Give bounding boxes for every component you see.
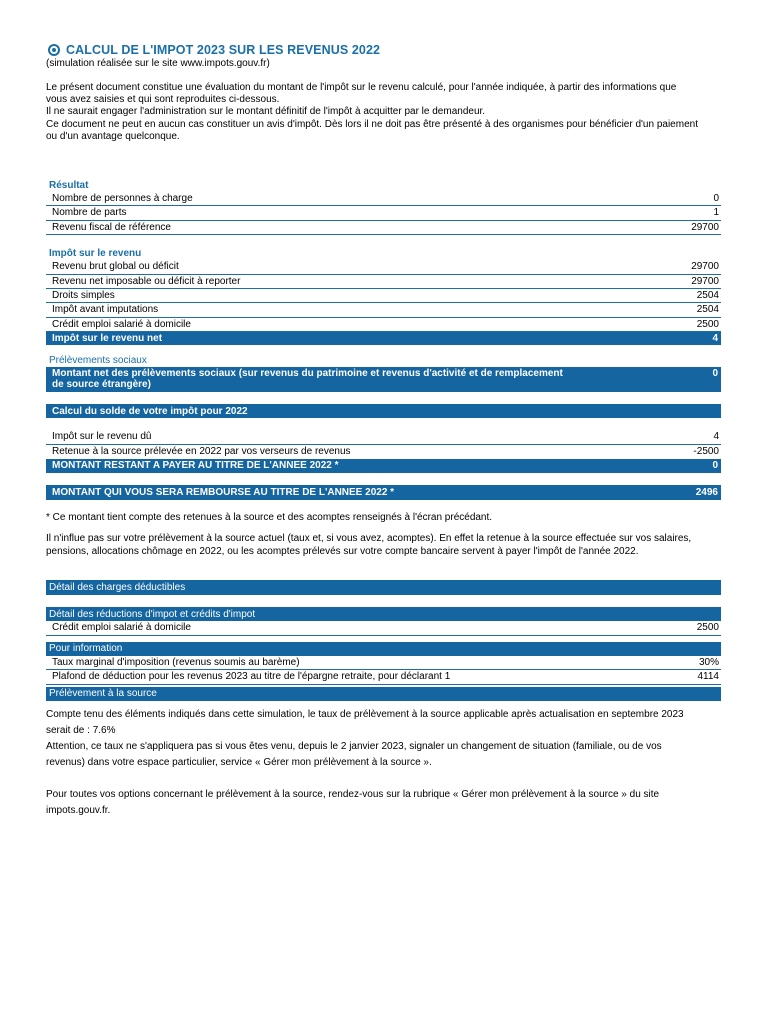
source-paragraph: [46, 707, 721, 819]
section-title: Calcul du solde de votre impôt pour 2022: [52, 405, 248, 417]
document-page: [46, 42, 721, 819]
row-label: Taux marginal d'imposition (revenus soumis au barème): [52, 656, 300, 668]
row-value: 29700: [691, 261, 719, 273]
influence-line: Il n'influe pas sur votre prélèvement à la source actuel (taux et, si vous avez, acomptes). En effet la retenue à la source effectuée sur vos salaires,: [46, 533, 692, 545]
prelevements-label: [52, 369, 563, 390]
row-label: Nombre de personnes à charge: [52, 193, 193, 205]
row-value: 2504: [696, 304, 719, 316]
row-label: Revenu fiscal de référence: [52, 221, 171, 233]
row-value: 29700: [691, 275, 719, 287]
section-title: Détail des réductions d'impot et crédits d'impot: [49, 608, 256, 620]
source-line: impots.gouv.fr.: [46, 804, 111, 816]
source-line: revenus) dans votre espace particulier, service « Gérer mon prélèvement à la source ».: [46, 756, 432, 768]
information-bar: [46, 642, 721, 656]
prelevements-line: de source étrangère): [52, 378, 151, 390]
table-row: [46, 206, 721, 220]
montant-rembourse-bar: [46, 485, 721, 500]
section-title: Détail des charges déductibles: [49, 582, 186, 594]
target-icon: [48, 44, 60, 56]
source-line: Attention, ce taux ne s'appliquera pas si vous êtes venu, depuis le 2 janvier 2023, signaler un changement de situation (familiale, ou de vos: [46, 740, 662, 752]
influence-note: [46, 533, 721, 558]
table-row: [46, 260, 721, 274]
row-value: 0: [713, 193, 719, 205]
row-label: Revenu net imposable ou déficit à reporter: [52, 275, 241, 287]
document-title: CALCUL DE L'IMPOT 2023 SUR LES REVENUS 2022: [66, 43, 381, 57]
section-title: Impôt sur le revenu: [49, 248, 142, 260]
table-row: [46, 621, 721, 635]
intro-text: [46, 82, 721, 143]
prelevements-line: Montant net des prélèvements sociaux (sur revenus du patrimoine et revenus d'activité et de remplacement: [52, 368, 563, 380]
row-value: 2500: [696, 318, 719, 330]
row-label: Impôt avant imputations: [52, 304, 159, 316]
table-row: [46, 318, 721, 332]
document-subtitle: (simulation réalisée sur le site www.impots.gouv.fr): [46, 58, 270, 69]
montant-rembourse-label: MONTANT QUI VOUS SERA REMBOURSE AU TITRE DE L'ANNEE 2022 *: [52, 486, 395, 498]
title-row: [46, 42, 721, 58]
section-title: Résultat: [49, 180, 89, 192]
source-line: serait de : 7.6%: [46, 724, 116, 736]
intro-line: Il ne saurait engager l'administration sur le montant définitif de l'impôt à acquitter par le demandeur.: [46, 106, 486, 118]
table-row: [46, 670, 721, 684]
montant-rembourse-value: 2496: [695, 486, 718, 498]
row-label: Revenu brut global ou déficit: [52, 261, 179, 273]
row-label: Impôt sur le revenu dû: [52, 431, 152, 443]
table-row: [46, 275, 721, 289]
prelevements-value: 0: [712, 368, 718, 380]
table-row: [46, 221, 721, 235]
row-value: 1: [713, 207, 719, 219]
row-label: Nombre de parts: [52, 207, 127, 219]
table-row: [46, 192, 721, 206]
row-label: Plafond de déduction pour les revenus 2023 au titre de l'épargne retraite, pour déclarant 1: [52, 671, 451, 683]
section-title: Prélèvements sociaux: [49, 355, 147, 367]
prelevements-bar: [46, 367, 721, 392]
section-title: Pour information: [49, 643, 123, 655]
row-label: Retenue à la source prélevée en 2022 par vos verseurs de revenus: [52, 445, 351, 457]
table-row: [46, 303, 721, 317]
row-value: 2504: [696, 289, 719, 301]
row-label: Droits simples: [52, 289, 115, 301]
table-row: [46, 445, 721, 459]
intro-line: vous avez saisies et qui sont reproduites ci-dessous.: [46, 94, 280, 106]
row-label: Crédit emploi salarié à domicile: [52, 622, 191, 634]
solde-title-bar: [46, 404, 721, 418]
row-value: -2500: [693, 445, 719, 457]
table-row: [46, 656, 721, 670]
intro-line: Le présent document constitue une évaluation du montant de l'impôt sur le revenu calculé, pour l'année indiquée, à partir des informations que: [46, 82, 677, 93]
solde-section: [46, 404, 721, 500]
row-value: 29700: [691, 221, 719, 233]
impot-section: [46, 248, 721, 345]
row-value: 4114: [697, 671, 719, 683]
reductions-bar: [46, 607, 721, 621]
row-value: 2500: [696, 622, 719, 634]
intro-line: Ce document ne peut en aucun cas constituer un avis d'impôt. Dès lors il ne doit pas être présenté à des organismes pour bénéficier d'un paiement: [46, 118, 698, 130]
source-bar: [46, 687, 721, 701]
resultat-section: [46, 180, 721, 235]
source-line: Pour toutes vos options concernant le prélèvement à la source, rendez-vous sur la rubrique « Gérer mon prélèvement à la source » du site: [46, 788, 660, 800]
source-line: Compte tenu des éléments indiqués dans cette simulation, le taux de prélèvement à la source applicable après actualisation en septembre 2023: [46, 708, 684, 720]
montant-restant-value: 0: [712, 460, 718, 472]
row-label: Crédit emploi salarié à domicile: [52, 318, 191, 330]
impot-net-bar: [46, 332, 721, 345]
table-row: [46, 430, 721, 444]
row-value: 30%: [698, 656, 719, 668]
impot-net-label: Impôt sur le revenu net: [52, 333, 163, 345]
section-title: Prélèvement à la source: [49, 688, 157, 700]
row-value: 4: [713, 431, 719, 443]
table-row: [46, 289, 721, 303]
charges-bar: [46, 580, 721, 595]
footnote: * Ce montant tient compte des retenues à la source et des acomptes renseignés à l'écran précédant.: [46, 511, 493, 523]
prelevements-section: [46, 355, 721, 392]
impot-net-value: 4: [712, 333, 718, 345]
intro-line: ou d'un avantage quelconque.: [46, 130, 180, 142]
montant-restant-bar: [46, 459, 721, 473]
influence-line: pensions, allocations chômage en 2022, ou les acomptes prélevés sur votre compte bancaire servent à payer l'impôt de l'année 2022.: [46, 545, 639, 557]
montant-restant-label: MONTANT RESTANT A PAYER AU TITRE DE L'ANNEE 2022 *: [52, 460, 339, 472]
